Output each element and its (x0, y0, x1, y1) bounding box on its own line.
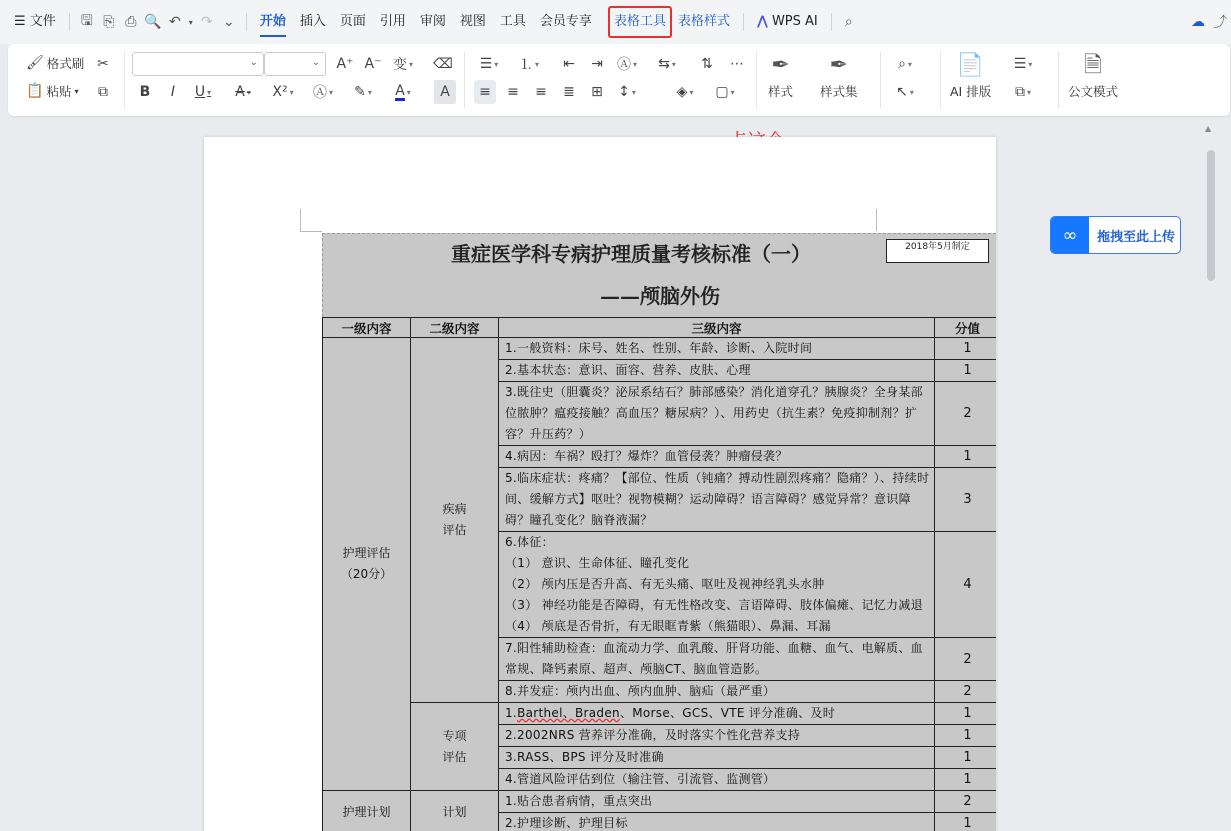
text-direction-icon[interactable]: Ⓐ ▾ (616, 57, 637, 73)
tab-table-style[interactable]: 表格样式 (677, 14, 730, 29)
paste-button[interactable]: 📋 粘贴 ▾ (26, 83, 79, 99)
distribute-icon[interactable]: ⊞ (591, 84, 603, 100)
format-painter-button[interactable]: 🖌 格式刷 (26, 55, 85, 71)
level3-cell[interactable]: 1.Barthel、Braden、Morse、GCS、VTE 评分准确、及时 (499, 703, 935, 725)
level1-cell[interactable]: 护理评估 （20分） (323, 338, 411, 791)
score-cell[interactable]: 1 (935, 813, 997, 831)
menu-bar (0, 0, 1231, 44)
file-menu[interactable]: ☰ 文件 (14, 14, 56, 29)
italic-icon[interactable]: I (170, 84, 176, 100)
align-center-icon[interactable]: ≡ (507, 84, 519, 100)
tab-tools[interactable]: 工具 (499, 14, 526, 29)
align-right-icon[interactable]: ≡ (535, 84, 547, 100)
borders-icon[interactable]: ▢ ▾ (715, 84, 735, 100)
score-cell[interactable]: 1 (935, 338, 997, 360)
ai-layout-icon: 📄 (956, 53, 985, 78)
drag-upload-button[interactable]: ∞ 拖拽至此上传 (1050, 216, 1181, 254)
wps-ai-icon: ⋀ (756, 14, 768, 29)
styles-icon: ✒ (771, 53, 790, 78)
ribbon-toolbar (8, 44, 1230, 116)
crop-mark (300, 209, 301, 231)
line-spacing-icon[interactable]: ↕ ▾ (618, 84, 636, 100)
justify-icon[interactable]: ≣ (563, 84, 575, 100)
font-color-icon[interactable]: A ▾ (395, 82, 411, 99)
header-cell: 二级内容 (411, 318, 499, 338)
style-sets-icon: ✒ (829, 53, 848, 78)
cloud-upload-icon[interactable]: ☁ (1191, 14, 1205, 30)
tab-home[interactable]: 开始 (253, 0, 293, 44)
shapes-icon[interactable]: ⧉ ▾ (1014, 84, 1031, 100)
chevron-down-icon: ⌄ (249, 57, 258, 68)
divider (69, 13, 70, 31)
level1-cell[interactable]: 护理计划 (323, 791, 411, 831)
score-cell[interactable]: 1 (935, 703, 997, 725)
select-icon[interactable]: ↖ ▾ (896, 84, 914, 100)
level3-cell[interactable]: 1.贴合患者病情，重点突出 (499, 791, 935, 813)
official-mode-button[interactable]: 🗎 公文模式 (1068, 50, 1118, 100)
divider (880, 52, 881, 108)
increase-indent-icon[interactable]: ⇥ (591, 56, 603, 72)
level2-cell[interactable]: 计划 (411, 791, 499, 831)
divider (756, 52, 757, 108)
print-preview-icon[interactable]: 🔍 (144, 14, 162, 30)
doc-title: 重症医学科专病护理质量考核标准（一） (451, 242, 811, 266)
score-cell[interactable]: 2 (935, 382, 997, 446)
header-cell: 一级内容 (323, 318, 411, 338)
redo-icon[interactable]: ↷ (200, 14, 213, 30)
level2-cell[interactable]: 疾病 评估 (411, 338, 499, 703)
text-effect-icon[interactable]: Ⓐ ▾ (312, 85, 333, 101)
paragraph-format-icon[interactable]: ☰ ▾ (1013, 56, 1033, 72)
document-page[interactable] (204, 137, 996, 831)
superscript-icon[interactable]: X² ▾ (272, 84, 294, 100)
tab-references[interactable]: 引用 (379, 14, 406, 29)
score-cell[interactable]: 2 (935, 791, 997, 813)
score-cell[interactable]: 2 (935, 638, 997, 681)
divider (1058, 52, 1059, 108)
font-name-select[interactable] (132, 52, 264, 76)
date-note: 2018年5月制定 (886, 239, 989, 263)
print-icon[interactable]: ⎙ (125, 14, 137, 30)
score-cell[interactable]: 2 (935, 681, 997, 703)
crop-mark (876, 209, 877, 231)
header-cell: 分值 (935, 318, 997, 338)
bullet-list-icon[interactable]: ☰ ▾ (479, 56, 499, 72)
char-shading-icon[interactable]: A (434, 80, 456, 104)
grow-font-icon[interactable]: A⁺ (336, 56, 354, 72)
export-icon[interactable]: ⎘ (103, 14, 115, 30)
save-icon[interactable]: 🖫 (80, 13, 93, 29)
table-header-row (323, 318, 997, 338)
crop-mark (300, 231, 322, 232)
shading-icon[interactable]: ◈ ▾ (676, 84, 694, 100)
doc-subtitle: ——颅脑外伤 (600, 284, 720, 308)
level3-cell[interactable]: 2.2002NRS 营养评分准确，及时落实个性化营养支持 (499, 725, 935, 747)
score-cell[interactable]: 1 (935, 769, 997, 791)
style-sets-button[interactable]: ✒ 样式集 (820, 50, 858, 100)
tab-table-tools[interactable]: 表格工具 (609, 7, 671, 37)
tab-member[interactable]: 会员专享 (539, 14, 592, 29)
divider (940, 52, 941, 108)
phonetic-guide-icon[interactable]: 变 ▾ (392, 57, 413, 73)
score-cell[interactable]: 1 (935, 446, 997, 468)
divider (743, 13, 744, 31)
copy-icon[interactable]: ⧉ (98, 84, 108, 100)
bold-icon[interactable]: B (139, 84, 151, 100)
share-icon[interactable]: ⤴ (1213, 15, 1227, 31)
level3-cell[interactable]: 8.并发症：颅内出血、颅内血肿、脑疝（最严重） (499, 681, 935, 703)
level3-cell[interactable]: 4.管道风险评估到位（输注管、引流管、监测管） (499, 769, 935, 791)
line-break-icon[interactable]: ⇆ ▾ (658, 56, 676, 72)
table-row (323, 338, 997, 360)
cloud-drive-icon: ∞ (1051, 217, 1089, 253)
undo-dropdown-icon[interactable]: ▾ (188, 17, 193, 27)
search-icon[interactable]: ⌕ (844, 14, 853, 30)
level3-cell[interactable]: 2.护理诊断、护理目标 (499, 813, 935, 831)
hamburger-icon: ☰ (14, 14, 30, 29)
divider (246, 13, 247, 31)
level3-cell[interactable]: 5.临床症状：疼痛？【部位、性质（钝痛？搏动性剧烈疼痛？隐痛？）、持续时间、缓解方式】呕吐？视物模糊？运动障碍？语言障碍？感觉异常？意识障碍？瞳孔变化？脑脊液漏？ (499, 468, 935, 532)
undo-icon[interactable]: ↶ (168, 14, 181, 30)
score-cell[interactable]: 3 (935, 468, 997, 532)
score-cell[interactable]: 1 (935, 747, 997, 769)
clear-format-icon[interactable]: ⌫ (433, 56, 453, 72)
align-left-icon[interactable]: ≡ (474, 80, 496, 104)
tab-page[interactable]: 页面 (339, 14, 366, 29)
divider (464, 52, 465, 108)
tab-view[interactable]: 视图 (459, 14, 486, 29)
level3-cell[interactable]: 6.体征： （1） 意识、生命体征、瞳孔变化 （2） 颅内压是否升高、有无头痛、呕吐及视神经乳头水肿 （3） 神经功能是否障碍，有无性格改变、言语障碍、肢体偏瘫、记忆力减退 （4） 颅底是否骨折，有无眼眶青紫（熊猫眼）、鼻漏、耳漏 (499, 532, 935, 638)
score-cell[interactable]: 1 (935, 725, 997, 747)
score-cell[interactable]: 4 (935, 532, 997, 638)
scroll-up-icon[interactable]: ▲ (1205, 124, 1212, 133)
numbered-list-icon[interactable]: ⒈ ▾ (518, 57, 539, 73)
level3-cell[interactable]: 7.阳性辅助检查：血流动力学、血乳酸、肝肾功能、血糖、血气、电解质、血常规、降钙素原、超声、颅脑CT、脑血管造影。 (499, 638, 935, 681)
title-block (322, 233, 996, 317)
vertical-scrollbar[interactable] (1207, 150, 1215, 281)
header-cell: 三级内容 (499, 318, 935, 338)
tab-insert[interactable]: 插入 (299, 14, 326, 29)
more-chevron-icon[interactable]: ⌄ (222, 14, 235, 30)
divider (831, 13, 832, 31)
tab-wps-ai[interactable]: ⋀ WPS AI (750, 0, 825, 44)
sort-icon[interactable]: ⇅ (701, 56, 713, 72)
level3-cell[interactable]: 1.一般资料：床号、姓名、性别、年龄、诊断、入院时间 (499, 338, 935, 360)
table-row (323, 791, 997, 813)
format-painter-icon: 🖌 (26, 55, 44, 71)
level3-cell[interactable]: 4.病因：车祸？殴打？爆炸？血管侵袭？肿瘤侵袭？ (499, 446, 935, 468)
level3-cell[interactable]: 3.既往史（胆囊炎？泌尿系结石？肺部感染？消化道穿孔？胰腺炎？全身某部位脓肿？瘟疫接触？高血压？糖尿病？）、用药史（抗生素？免疫抑制剂？扩容？升压药？） (499, 382, 935, 446)
score-cell[interactable]: 1 (935, 360, 997, 382)
find-icon[interactable]: ⌕ ▾ (898, 56, 912, 72)
show-marks-icon[interactable]: ⋯ (730, 56, 744, 72)
standards-table[interactable] (322, 317, 996, 831)
level2-cell[interactable]: 专项 评估 (411, 703, 499, 791)
strikethrough-icon[interactable]: A ▾ (235, 84, 251, 100)
divider (124, 52, 125, 108)
styles-button[interactable]: ✒ 样式 (768, 50, 793, 100)
table-row (323, 703, 997, 725)
underline-icon[interactable]: U ▾ (194, 84, 212, 100)
shrink-font-icon[interactable]: A⁻ (364, 56, 382, 72)
highlight-icon[interactable]: ✎ ▾ (354, 84, 372, 100)
official-doc-icon: 🗎 (1084, 53, 1102, 78)
cut-icon[interactable]: ✂ (97, 56, 109, 72)
ai-layout-button[interactable]: 📄 AI 排版 (950, 50, 991, 100)
font-size-select[interactable] (264, 52, 326, 76)
spellcheck-underline: Barthel、Braden (517, 706, 620, 720)
level3-cell[interactable]: 3.RASS、BPS 评分及时准确 (499, 747, 935, 769)
decrease-indent-icon[interactable]: ⇤ (563, 56, 575, 72)
level3-cell[interactable]: 2.基本状态：意识、面容、营养、皮肤、心理 (499, 360, 935, 382)
paste-icon: 📋 (26, 83, 44, 99)
chevron-down-icon: ⌄ (311, 57, 320, 68)
tab-review[interactable]: 审阅 (419, 14, 446, 29)
